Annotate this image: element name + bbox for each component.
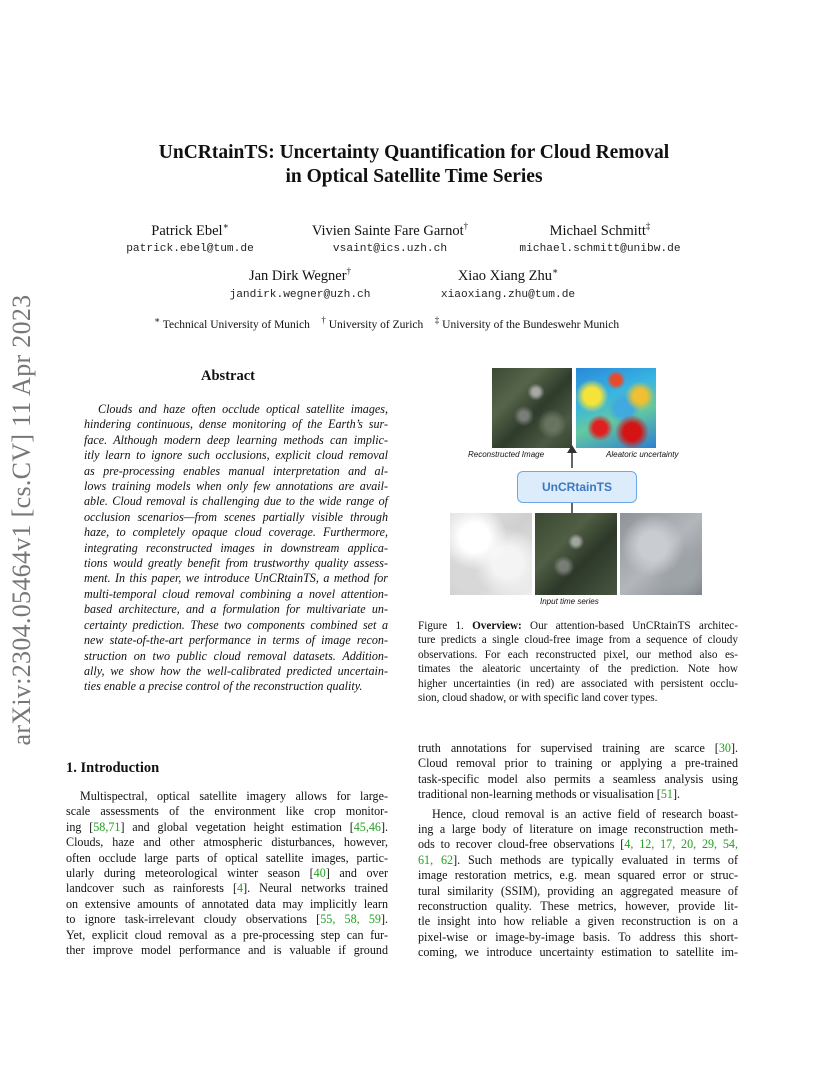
label-input-series: Input time series	[540, 597, 599, 606]
text-line: Figure 1. Overview: Our attention-based UnCRtainTS architec-	[418, 620, 739, 632]
intro-right-column	[418, 741, 738, 961]
input-image-clear	[535, 513, 617, 595]
text-line: landcover such as rainforests [4]. Neural networks trained	[66, 881, 388, 896]
text-line: pixel-wise or image-by-image basis. To address this short-	[418, 929, 738, 944]
text-line: truth annotations for supervised training are scarce [30].	[418, 741, 738, 755]
intro-heading: 1. Introduction	[66, 760, 160, 776]
text-line: multi-temporal cloud removal combining a novel attention-	[84, 586, 388, 601]
author-email[interactable]: xiaoxiang.zhu@tum.de	[440, 289, 576, 301]
text-line: struction on two public cloud removal datasets. Addition-	[84, 648, 388, 663]
text-line: ture predicts a single cloud-free image from a sequence of cloudy	[418, 634, 738, 647]
text-line: ing [58,71] and global vegetation height estimation [45,46].	[66, 819, 388, 834]
text-line: reconstruction quality. These metrics, however, provide lit-	[418, 899, 738, 914]
model-box: UnCRtainTS	[517, 471, 637, 503]
abstract-body	[84, 402, 388, 695]
author-name: Patrick Ebel∗	[151, 221, 229, 239]
text-line: on extensive amounts of annotated data may implicitly learn	[66, 896, 388, 911]
text-line: to ignore task-irrelevant cloudy observations [55, 58, 59].	[66, 912, 389, 927]
text-line: higher uncertainties (in red) are associated with persistent occlu-	[418, 677, 738, 690]
text-line: lows training models when only few annotations are avail-	[84, 479, 388, 494]
text-line: ties enable a precise control of the reconstruction quality.	[84, 679, 363, 694]
author-email[interactable]: vsaint@ics.uzh.ch	[332, 243, 448, 255]
author-name: Jan Dirk Wegner†	[248, 266, 352, 284]
text-line: ment. In this paper, we introduce UnCRtainTS, a method for	[84, 571, 388, 586]
author-email[interactable]: patrick.ebel@tum.de	[126, 243, 254, 255]
author-name: Michael Schmitt‡	[549, 221, 651, 239]
text-line: image restoration metrics, e.g. mean squared error or struc-	[418, 868, 738, 883]
author-email[interactable]: jandirk.wegner@uzh.ch	[229, 289, 371, 301]
text-line: itly learn to ignore such occlusions, explicit cloud removal	[84, 448, 388, 463]
abstract-heading: Abstract	[201, 368, 255, 384]
text-line: ther improve model performance and is valuable if ground	[66, 943, 388, 958]
text-line: ularly during meteorological winter season [40] and over	[66, 866, 388, 881]
text-line: Cloud removal prior to training or applying a pre-trained	[418, 756, 738, 771]
input-image-cloudy-1	[450, 513, 532, 595]
text-line: Yet, explicit cloud removal as a pre-processing step can fur-	[66, 927, 388, 942]
affiliations: ∗ Technical University of Munich † University of Zurich ‡ University of the Bundeswehr Munich	[154, 315, 620, 331]
text-line: 61, 62]. Such methods are typically evaluated in terms of	[418, 852, 738, 867]
paper-title	[60, 141, 768, 189]
title-line-2: in Optical Satellite Time Series	[285, 166, 543, 187]
text-line: ing a large body of literature on image reconstruction meth-	[418, 822, 738, 837]
text-line: new state-of-the-art performance in terms of image recon-	[84, 633, 388, 648]
aleatoric-uncertainty-map	[576, 368, 656, 448]
label-aleatoric: Aleatoric uncertainty	[606, 450, 679, 459]
text-line: ods to recover cloud-free observations [4, 12, 17, 20, 29, 54,	[418, 837, 739, 852]
label-reconstructed: Reconstructed Image	[468, 450, 545, 459]
text-line: integrating reconstructed images in downstream applica-	[84, 540, 388, 555]
text-line: Clouds and haze often occlude optical satellite images,	[98, 402, 388, 416]
author-name: Xiao Xiang Zhu∗	[457, 266, 559, 284]
figure-caption	[418, 619, 738, 705]
text-line: tions would greatly benefit from trustworthy quality assess-	[84, 556, 388, 571]
text-line: Multispectral, optical satellite imagery allows for large-	[80, 789, 388, 803]
reconstructed-image	[492, 368, 572, 448]
intro-left-column	[66, 789, 388, 958]
text-line: timates the aleatoric uncertainty of the prediction. Note how	[418, 663, 738, 676]
text-line: occlusion scenarios—from scenes partially visible through	[84, 509, 388, 524]
author-email[interactable]: michael.schmitt@unibw.de	[519, 243, 681, 255]
input-image-cloudy-2	[620, 513, 702, 595]
text-line: face. Although modern deep learning methods can implic-	[84, 432, 388, 447]
text-line: coming, we introduce uncertainty estimation to satellite im-	[418, 945, 738, 960]
text-line: ally, we show how the well-calibrated predicted uncertain-	[84, 663, 388, 678]
title-line-1: UnCRtainTS: Uncertainty Quantification for Cloud Removal	[158, 142, 670, 163]
text-line: sion, cloud shadow, or with specific land cover types.	[418, 692, 658, 705]
text-line: able. Cloud removal is challenging due to the wide range of	[84, 494, 388, 509]
text-line: tural similarity (SSIM), providing an aggregated measure of	[418, 883, 738, 898]
text-line: task-specific model also permits a seamless analysis using	[418, 771, 738, 786]
text-line: certainty prediction. These two components combined set a	[84, 617, 388, 632]
text-line: Clouds, haze and other atmospheric disturbances, however,	[66, 835, 388, 850]
text-line: traditional non-learning methods or visualisation [51].	[418, 787, 680, 802]
text-line: scale assessments of the environment like crop monitor-	[66, 804, 388, 819]
text-line: hindering continuous, dense monitoring of the Earth’s sur-	[84, 417, 388, 432]
author-name: Vivien Sainte Fare Garnot†	[311, 221, 469, 239]
text-line: Hence, cloud removal is an active field of research boast-	[432, 806, 738, 821]
text-line: observations. For each reconstructed pixel, our method also es-	[418, 648, 738, 661]
text-line: tle insight into how reliable a given reconstruction is on a	[418, 914, 738, 929]
text-line: based architecture, and a formulation for multivariate un-	[84, 602, 388, 617]
text-line: as pre-processing enables manual interpretation and al-	[84, 463, 388, 478]
text-line: haze, to completely opaque cloud coverage. Furthermore,	[84, 525, 388, 540]
text-line: often occlude large parts of optical satellite images, partic-	[66, 850, 388, 865]
